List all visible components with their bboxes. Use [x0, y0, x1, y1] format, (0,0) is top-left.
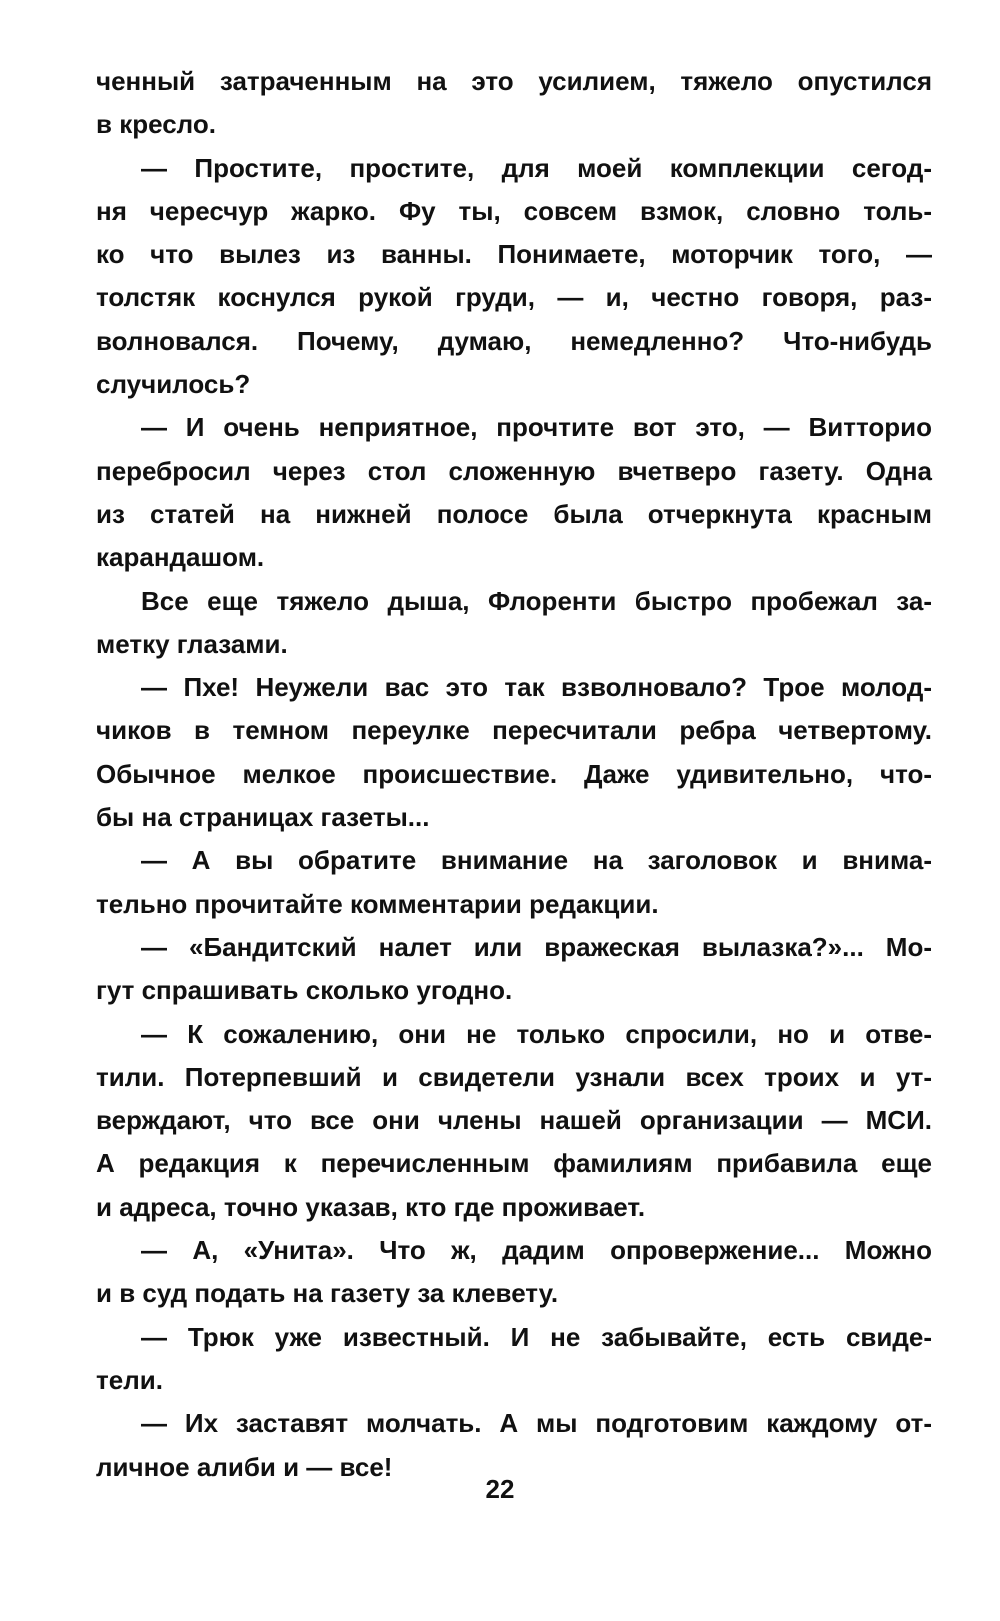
- text-line: ченный затраченным на это усилием, тяжело опустился: [96, 66, 932, 96]
- paragraph: [96, 406, 932, 579]
- text-line: А редакция к перечисленным фамилиям прибавила еще: [96, 1148, 932, 1179]
- text-line: в кресло.: [96, 109, 216, 140]
- paragraph: [96, 1229, 932, 1316]
- paragraph: [96, 580, 932, 667]
- text-line: тели.: [96, 1364, 163, 1395]
- paragraph: [96, 60, 932, 147]
- text-line: гут спрашивать сколько угодно.: [96, 975, 513, 1006]
- text-line: из статей на нижней полосе была отчеркнута красным: [96, 498, 932, 529]
- text-line: Обычное мелкое происшествие. Даже удивительно, что-: [96, 758, 932, 789]
- paragraph: [96, 147, 932, 407]
- paragraph: [96, 1013, 932, 1229]
- text-line: личное алиби и — все!: [96, 1451, 393, 1482]
- text-line: — Трюк уже известный. И не забывайте, есть свиде-: [141, 1321, 932, 1352]
- page-number: 22: [485, 1474, 515, 1504]
- text-line: — А вы обратите внимание на заголовок и внима-: [141, 845, 932, 876]
- text-line: Все еще тяжело дыша, Флоренти быстро пробежал за-: [141, 585, 932, 616]
- text-line: верждают, что все они члены нашей организации — МСИ.: [96, 1105, 932, 1136]
- paragraph: [96, 666, 932, 839]
- text-line: — Простите, простите, для моей комплекции сегод-: [141, 152, 932, 183]
- text-line: толстяк коснулся рукой груди, — и, честно говоря, раз-: [96, 282, 932, 313]
- text-line: перебросил через стол сложенную вчетверо газету. Одна: [96, 455, 932, 486]
- text-line: случилось?: [96, 369, 251, 400]
- text-line: — И очень неприятное, прочтите вот это, — Витторио: [141, 412, 932, 443]
- text-line: чиков в темном переулке пересчитали ребра четвертому.: [96, 715, 932, 746]
- text-line: бы на страницах газеты...: [96, 802, 430, 833]
- text-line: тельно прочитайте комментарии редакции.: [96, 888, 659, 919]
- text-line: — «Бандитский налет или вражеская вылазка?»... Мо-: [141, 931, 932, 962]
- text-line: волновался. Почему, думаю, немедленно? Что-нибудь: [96, 325, 932, 356]
- text-line: тили. Потерпевший и свидетели узнали всех троих и ут-: [96, 1061, 932, 1092]
- text-line: и адреса, точно указав, кто где проживает.: [96, 1191, 646, 1222]
- text-line: — К сожалению, они не только спросили, но и отве-: [141, 1018, 932, 1049]
- text-line: и в суд подать на газету за клевету.: [96, 1278, 559, 1309]
- paragraph: [96, 926, 932, 1013]
- text-line: — Их заставят молчать. А мы подготовим каждому от-: [141, 1408, 932, 1439]
- text-line: карандашом.: [96, 542, 265, 573]
- text-line: ко что вылез из ванны. Понимаете, моторчик того, —: [96, 239, 932, 270]
- paragraph: [96, 1316, 932, 1403]
- text-line: — А, «Унита». Что ж, дадим опровержение... Можно: [141, 1235, 932, 1266]
- paragraph: [96, 839, 932, 926]
- text-line: — Пхе! Неужели вас это так взволновало? Трое молод-: [141, 672, 932, 703]
- text-line: ня чересчур жарко. Фу ты, совсем взмок, словно толь-: [96, 195, 932, 226]
- book-page-text: [96, 60, 932, 1560]
- text-line: метку глазами.: [96, 628, 288, 659]
